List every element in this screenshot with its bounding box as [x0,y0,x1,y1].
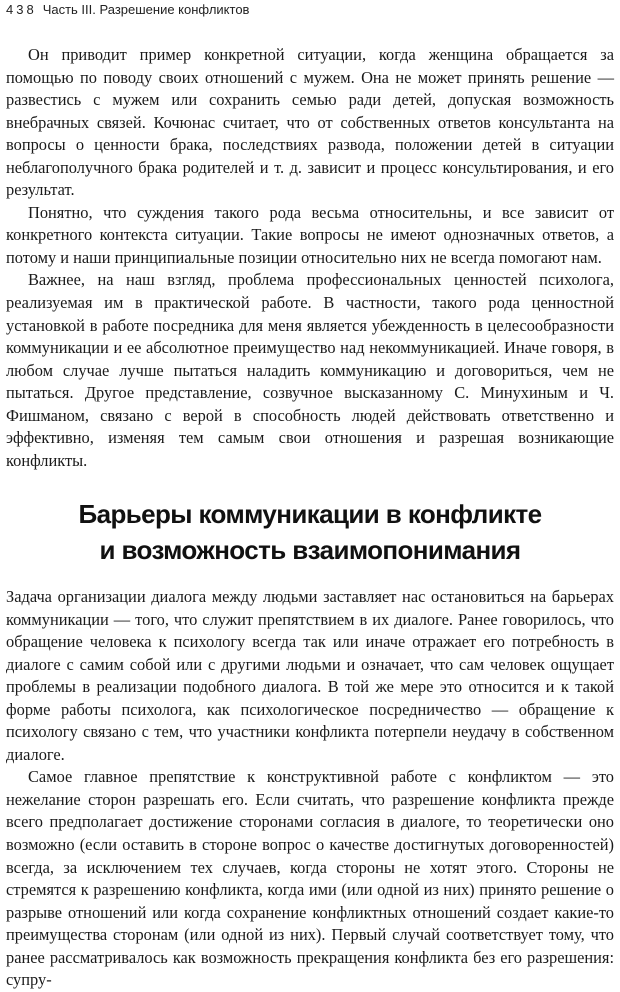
running-header [6,2,249,18]
page-number: 438 [6,2,37,17]
running-title: Часть III. Разрешение конфликтов [42,2,250,17]
section-heading-line: и возможность взаимопонимания [99,535,521,565]
paragraph: Важнее, на наш взгляд, проблема профессиональных ценностей психолога, реализуемая им в практической работе. В частности, такого рода ценностной установкой в работе посредника для меня является убежденность в целесообразности коммуникации и ее абсолютное преимущество над некоммуникацией. Иначе говоря, в любом случае лучше пытаться наладить коммуникацию и договориться, чем не пытаться. Другое представление, созвучное высказанному С. Минухиным и Ч. Фишманом, связано с верой в способность людей действовать ответственно и эффективно, изменяя тем самым свои отношения и разрешая возникающие конфликты. [6,270,614,470]
section-heading-line: Барьеры коммуникации в конфликте [78,499,542,529]
section-heading [0,496,620,568]
paragraph: Понятно, что суждения такого рода весьма относительны, и все зависит от конкретного контекста ситуации. Такие вопросы не имеют однозначных ответов, а потому и наши принципиальные позиции относительно них не всегда помогают нам. [6,202,614,267]
paragraph: Он приводит пример конкретной ситуации, когда женщина обращается за помощью по поводу своих отношений с мужем. Она не может принять решение — развестись с мужем или сохранить семью ради детей, допуская возможность внебрачных связей. Кочюнас считает, что от собственных ответов консультанта на вопросы о ценности брака, последствиях развода, положении детей в ситуации неблагополучного брака родителей и т. д. зависит и процесс консультирования, и его результат. [6,45,614,200]
top-text-block [6,44,614,472]
paragraph: Самое главное препятствие к конструктивной работе с конфликтом — это нежелание сторон разрешать его. Если считать, что разрешение конфликта прежде всего предполагает достижение сторонами согласия в диалоге, то теоретически оно возможно (если оставить в стороне вопрос о качестве достигнутых договоренностей) всегда, за исключением тех случаев, когда стороны не хотят этого. Стороны не стремятся к разрешению конфликта, когда ими (или одной из них) принято решение о разрыве отношений или когда сохранение конфликтных отношений создает какие-то преимущества сторонам (или одной из них). Первый случай соответствует тому, что ранее рассматривалось как возможность прекращения конфликта без его разрешения: супру- [6,767,614,990]
paragraph: Задача организации диалога между людьми заставляет нас остановиться на барьерах коммуникации — того, что служит препятствием в их диалоге. Ранее говорилось, что обращение человека к психологу всегда так или иначе отражает его потребность в диалоге с самим собой или с другими людьми и означает, что сам человек ощущает проблемы в реализации подобного диалога. В той же мере это относится и к такой форме работы психолога, как психологическое посредничество — обращение к психологу связано с тем, что участники конфликта потерпели неудачу в собственном диалоге. [6,587,614,764]
bottom-text-block [6,586,614,992]
